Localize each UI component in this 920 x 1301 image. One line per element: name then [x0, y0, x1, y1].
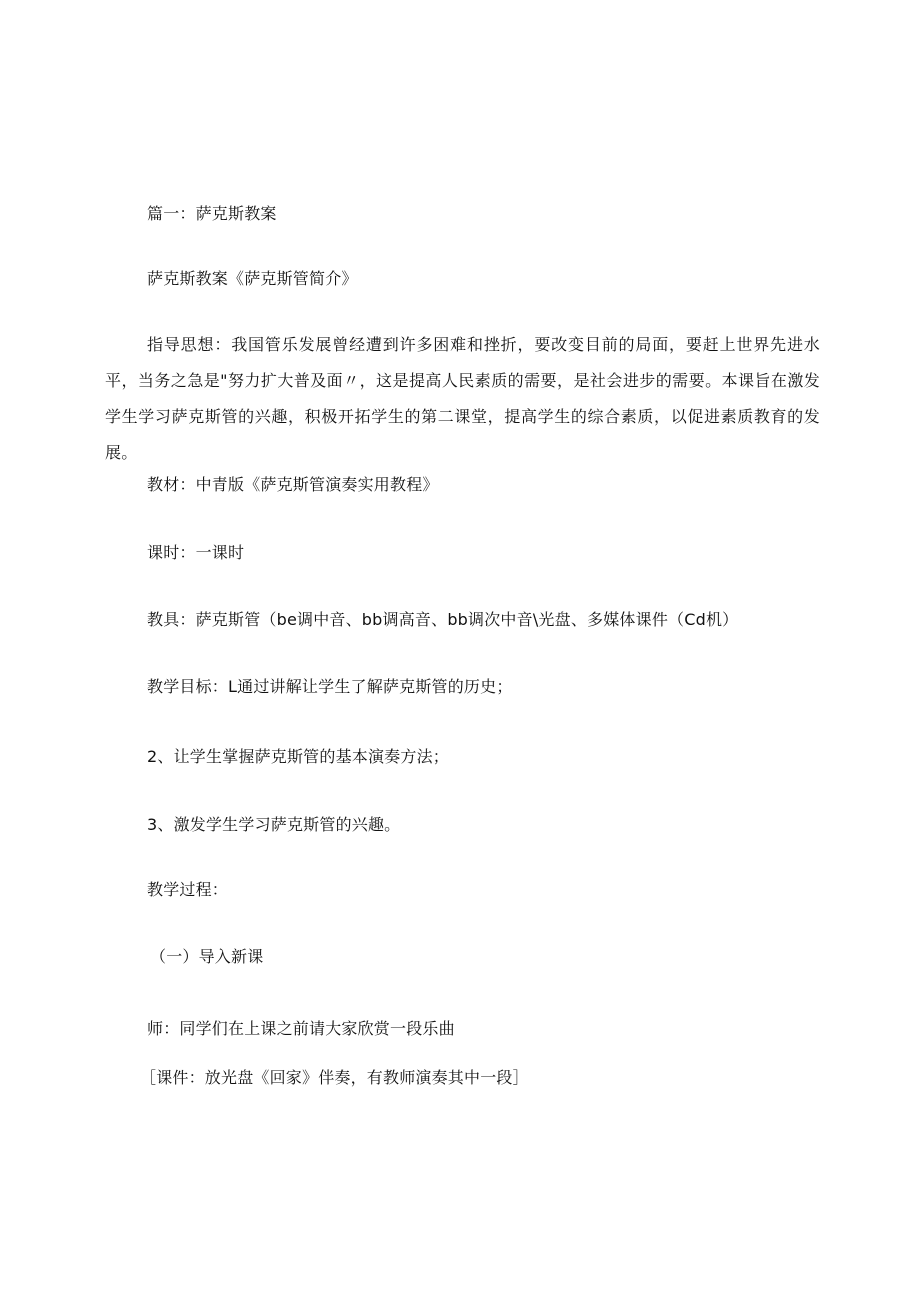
lesson-subtitle: 萨克斯教案《萨克斯管简介》	[147, 269, 358, 288]
class-hours-line: 课时：一课时	[147, 543, 245, 562]
section-intro-heading: （一）导入新课	[150, 947, 264, 966]
teaching-goal-2: 2、让学生掌握萨克斯管的基本演奏方法；	[147, 747, 449, 766]
teaching-process-heading: 教学过程：	[147, 880, 229, 899]
teacher-dialogue-line: 师：同学们在上课之前请大家欣赏一段乐曲	[147, 1019, 455, 1038]
teaching-goal-1: 教学目标：L通过讲解让学生了解萨克斯管的历史；	[147, 677, 513, 696]
document-heading: 篇一：萨克斯教案	[147, 204, 277, 223]
teaching-goal-3: 3、激发学生学习萨克斯管的兴趣。	[147, 815, 401, 834]
courseware-note: ［课件：放光盘《回家》伴奏，有教师演奏其中一段］	[140, 1068, 529, 1087]
textbook-line: 教材：中青版《萨克斯管演奏实用教程》	[147, 475, 439, 494]
teaching-aids-line: 教具：萨克斯管（be调中音、bb调高音、bb调次中音\光盘、多媒体课件（Cd机）	[147, 610, 739, 629]
guiding-thought-paragraph: 指导思想：我国管乐发展曾经遭到许多困难和挫折，要改变目前的局面，要赶上世界先进水平，当务之急是"努力扩大普及面〃，这是提高人民素质的需要，是社会进步的需要。本课旨在激发学生学习萨克斯管的兴趣，积极开拓学生的第二课堂，提高学生的综合素质，以促进素质教育的发展。	[105, 335, 820, 462]
